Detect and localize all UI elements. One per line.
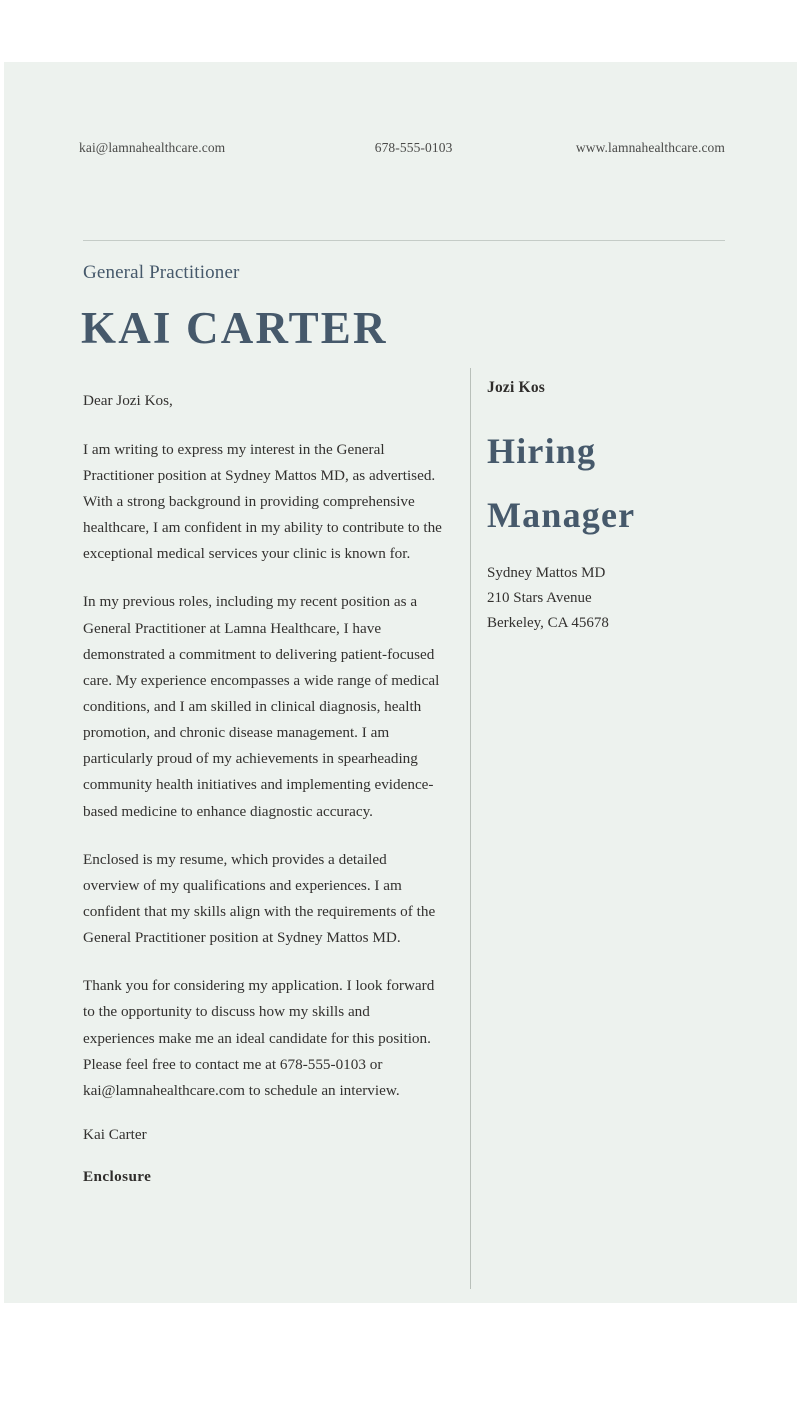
letter-paragraph: Enclosed is my resume, which provides a detailed overview of my qualifications and experiences. I am confident that my skills align with the requirements of the General Practitioner position at Sydney Mattos MD.	[83, 850, 436, 947]
signature-name: Kai Carter	[83, 1125, 147, 1143]
contact-email[interactable]: kai@lamnahealthcare.com	[79, 140, 226, 155]
recipient-address-line: 210 Stars Avenue	[487, 589, 592, 606]
enclosure-label: Enclosure	[83, 1168, 152, 1186]
letter-paragraph: In my previous roles, including my recent position as a General Practitioner at Lamna Healthcare, I have demonstrated a commitment to delivering patient-focused care. My experience encompasses a wide range of medical conditions, and I am skilled in clinical diagnosis, health promotion, and chronic disease management. I am particularly proud of my achievements in spearheading community health initiatives and implementing evidence-based medicine to enhance diagnostic accuracy.	[83, 593, 440, 820]
candidate-name: KAI CARTER	[81, 303, 388, 353]
recipient-address-line: Berkeley, CA 45678	[487, 614, 609, 631]
role-title: General Practitioner	[83, 262, 240, 283]
letter-body-column	[83, 393, 443, 1186]
header-divider	[83, 240, 725, 241]
contact-header	[79, 140, 725, 156]
recipient-address-line: Sydney Mattos MD	[487, 565, 606, 582]
recipient-role: Hiring Manager	[487, 431, 636, 536]
letter-paragraph: I am writing to express my interest in the General Practitioner position at Sydney Mattos MD, as advertised. With a strong background in providing comprehensive healthcare, I am confident in my ability to contribute to the exceptional medical services your clinic is known for.	[83, 440, 442, 563]
recipient-name: Jozi Kos	[487, 379, 545, 396]
recipient-column	[487, 379, 737, 635]
contact-phone[interactable]: 678-555-0103	[374, 140, 453, 155]
contact-website[interactable]: www.lamnahealthcare.com	[575, 140, 725, 155]
salutation: Dear Jozi Kos,	[83, 392, 173, 409]
column-divider	[470, 368, 471, 1289]
letter-page	[4, 62, 797, 1303]
letter-paragraph: Thank you for considering my application. I look forward to the opportunity to discuss how my skills and experiences make me an ideal candidate for this position. Please feel free to contact me at 678-555-0103 or kai@lamnahealthcare.com to schedule an interview.	[83, 977, 435, 1099]
